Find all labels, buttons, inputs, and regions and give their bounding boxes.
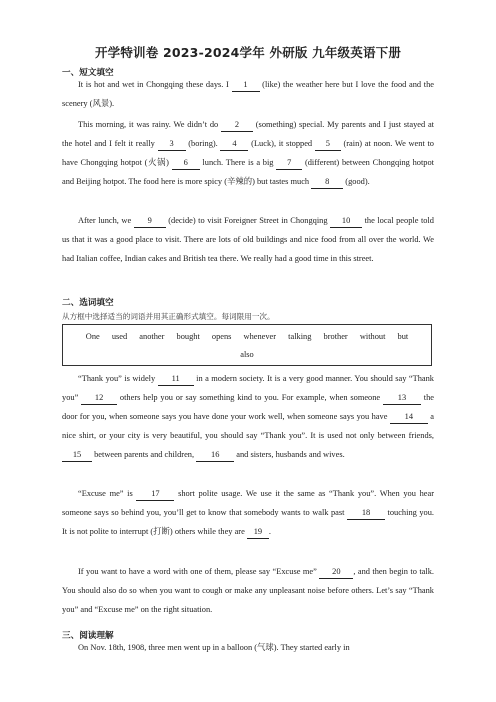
word-bank-item: brother [323, 332, 348, 341]
cloze-paragraph-3 [62, 211, 434, 268]
paragraph-text: touching you. It is not polite to interrupt (打断) others while they are [62, 508, 434, 536]
answer-blank[interactable]: 15 [62, 449, 92, 462]
answer-blank[interactable]: 10 [330, 215, 362, 228]
paragraph-text: in a modern society. It is a very good manner. You should say “Thank you” [62, 374, 434, 402]
answer-blank[interactable]: 7 [276, 157, 302, 170]
word-bank-item: bought [176, 332, 200, 341]
answer-blank[interactable]: 6 [172, 157, 200, 170]
word-choice-paragraph-2 [62, 484, 434, 541]
word-bank-item: another [139, 332, 165, 341]
answer-blank[interactable]: 8 [311, 176, 343, 189]
answer-blank[interactable]: 17 [136, 488, 174, 501]
answer-blank[interactable]: 13 [383, 392, 421, 405]
page-title: 开学特训卷 2023-2024学年 外研版 九年级英语下册 [94, 45, 402, 60]
paragraph-text: On Nov. 18th, 1908, three men went up in a balloon (气球). They started early in [78, 643, 350, 652]
paragraph-text: and sisters, husbands and wives. [234, 450, 345, 459]
paragraph-text: between parents and children, [92, 450, 197, 459]
paragraph-text: (good). [343, 177, 370, 186]
paragraph-text: a nice shirt, or your city is very beautiful, you should say “Thank you”. It is used not only between friends, [62, 412, 435, 440]
word-bank-box [62, 324, 432, 366]
paragraph-text: the door for you, when someone says you have done your work well, when someone says you have [62, 393, 434, 421]
paragraph-text: others help you or say something kind to you. For example, when someone [117, 393, 383, 402]
answer-blank[interactable]: 18 [347, 507, 385, 520]
section-heading-cloze: 一、短文填空 [62, 68, 114, 78]
reading-paragraph-1 [62, 638, 434, 657]
paragraph-text: “Thank you” is widely [78, 374, 158, 383]
paragraph-text: (something) special. My parents and I just stayed at the hotel and I felt it really [62, 120, 434, 148]
answer-blank[interactable]: 1 [232, 79, 260, 92]
paragraph-text: short polite usage. We use it the same as “Thank you”. When you hear someone says so behind you, you’ll get to know that somebody wants to walk past [62, 489, 434, 517]
answer-blank[interactable]: 9 [134, 215, 166, 228]
cloze-paragraph-1 [62, 75, 434, 113]
word-bank-item: opens [211, 332, 232, 341]
answer-blank[interactable]: 5 [315, 138, 341, 151]
section-heading-reading: 三、阅读理解 [62, 631, 114, 641]
answer-blank[interactable]: 2 [221, 119, 253, 132]
paragraph-text: (Luck), it stopped [248, 139, 315, 148]
paragraph-text: (decide) to visit Foreigner Street in Chongqing [165, 216, 331, 225]
word-bank-item: but [397, 332, 409, 341]
paragraph-text: . [268, 527, 271, 536]
paragraph-text: After lunch, we [78, 216, 134, 225]
word-bank-item: used [111, 332, 128, 341]
paragraph-text: “Excuse me” is [78, 489, 137, 498]
paragraph-text: If you want to have a word with one of them, please say “Excuse me” [78, 567, 320, 576]
word-bank-item: talking [288, 332, 312, 341]
word-bank-item: One [85, 332, 100, 341]
word-bank-item: whenever [243, 332, 277, 341]
paragraph-text: the local people told us that it was a good place to visit. There are lots of old buildings and nice food from all over the world. We had Italian coffee, Indian cakes and British tea there. We really had a good time in this street. [62, 216, 434, 263]
paragraph-text: (different) between Chongqing hotpot and Beijing hotpot. The food here is more spicy (辛辣的) but tastes much [62, 158, 434, 186]
word-bank-item: without [359, 332, 386, 341]
answer-blank[interactable]: 3 [158, 138, 186, 151]
paragraph-text: (rain) at noon. We went to have Chongqing hotpot (火锅) [62, 139, 434, 167]
answer-blank[interactable]: 11 [158, 373, 194, 386]
paragraph-text: (like) the weather here but I love the food and the scenery (风景). [62, 80, 434, 108]
answer-blank[interactable]: 12 [81, 392, 117, 405]
paragraph-text: , and then begin to talk. You should also do so when you want to cough or make any unpleasant noise before others. Let’s say “Thank you” and “Excuse me” on the right situation. [62, 567, 434, 614]
word-choice-paragraph-3 [62, 562, 434, 619]
answer-blank[interactable]: 20 [319, 566, 353, 579]
paragraph-text: This morning, it was rainy. We didn’t do [78, 120, 221, 129]
word-choice-instruction: 从方框中选择适当的词语并用其正确形式填空。每词限用一次。 [62, 312, 275, 321]
word-choice-paragraph-1 [62, 369, 434, 464]
section-heading-word-choice: 二、选词填空 [62, 298, 114, 308]
answer-blank[interactable]: 14 [390, 411, 428, 424]
paragraph-text: lunch. There is a big [199, 158, 277, 167]
paragraph-text: (boring). [185, 139, 221, 148]
paragraph-text: It is hot and wet in Chongqing these days. I [78, 80, 232, 89]
answer-blank[interactable]: 4 [220, 138, 248, 151]
answer-blank[interactable]: 19 [247, 526, 269, 539]
answer-blank[interactable]: 16 [196, 449, 234, 462]
cloze-paragraph-2 [62, 115, 434, 191]
word-bank-item: also [240, 350, 254, 359]
